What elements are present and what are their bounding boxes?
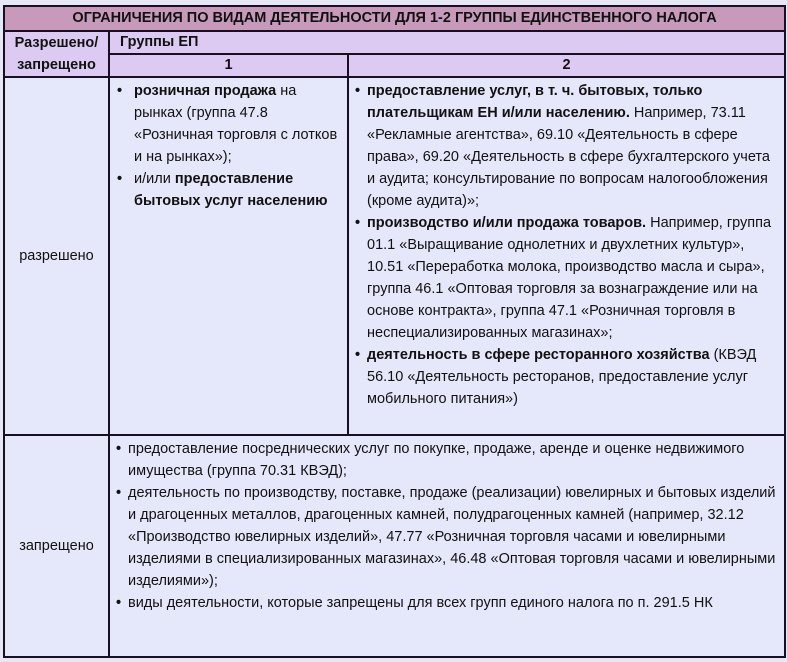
item-bold: производство и/или продажа товаров. <box>367 215 647 231</box>
allowed-group-2-list <box>349 80 780 410</box>
allowed-group-2-cell <box>348 77 785 435</box>
table-row-allowed <box>4 77 785 435</box>
table-title: ОГРАНИЧЕНИЯ ПО ВИДАМ ДЕЯТЕЛЬНОСТИ ДЛЯ 1-2 ГРУППЫ ЕДИНСТВЕННОГО НАЛОГА <box>4 6 785 31</box>
list-item: • виды деятельности, которые запрещены для всех групп единого налога по п. 291.5 НК <box>110 592 780 614</box>
item-bold: предоставление услуг, в т. ч. бытовых, только плательщикам ЕН и/или населению. <box>367 83 703 121</box>
list-item <box>349 80 780 212</box>
item-bold: розничная продажа <box>134 83 277 99</box>
item-text: и/или <box>134 171 175 187</box>
forbidden-cell <box>109 435 785 657</box>
list-item: • деятельность по производству, поставке, продаже (реализации) ювелирных и бытовых изделий и драгоценных металлов, драгоценных камней, полудрагоценных камней (например, 32.12 «Производство ювелирных изделий», 47.77 «Розничная торговля часами и ювелирными изделиями в специализированных магазинах», 46.48 «Оптовая торговля часами и ювелирными изделиями»); <box>110 482 780 592</box>
allowed-group-1-list <box>110 80 343 212</box>
item-bold: деятельность в сфере ресторанного хозяйства <box>367 347 710 363</box>
restrictions-table <box>3 5 786 658</box>
item-text: Например, 73.11 «Рекламные агентства», 69.10 «Деятельность в сфере права», 69.20 «Деятельность в сфере бухгалтерского учета и аудита; консультирование по вопросам налогообложения (кроме аудита)»; <box>367 105 770 209</box>
header-group-1: 1 <box>109 54 348 77</box>
forbidden-list <box>110 438 780 614</box>
item-bold: предоставление бытовых услуг населению <box>134 171 328 209</box>
header-row-label: Разрешено/ запрещено <box>4 31 109 77</box>
list-item <box>110 80 343 168</box>
header-groups: Группы ЕП <box>109 31 785 54</box>
allowed-group-1-cell <box>109 77 348 435</box>
list-item <box>110 168 343 212</box>
list-item <box>349 212 780 344</box>
list-item: • предоставление посреднических услуг по покупке, продаже, аренде и оценке недвижимого имущества (группа 70.31 КВЭД); <box>110 438 780 482</box>
header-group-2: 2 <box>348 54 785 77</box>
row-label-allowed: разрешено <box>4 77 109 435</box>
item-text: на рынках (группа 47.8 «Розничная торговля с лотков и на рынках»); <box>134 83 338 165</box>
table-row-forbidden <box>4 435 785 657</box>
item-text: Например, группа 01.1 «Выращивание однолетних и двухлетних культур», 10.51 «Переработка молока, производство масла и сыра», группа 46.1 «Оптовая торговля за вознаграждение или на основе контракта», группа 47.1 «Розничная торговля в неспециализированных магазинах»; <box>367 215 772 341</box>
row-label-forbidden: запрещено <box>4 435 109 657</box>
list-item <box>349 344 780 410</box>
item-text: (КВЭД 56.10 «Деятельность ресторанов, предоставление услуг мобильного питания») <box>367 347 757 407</box>
